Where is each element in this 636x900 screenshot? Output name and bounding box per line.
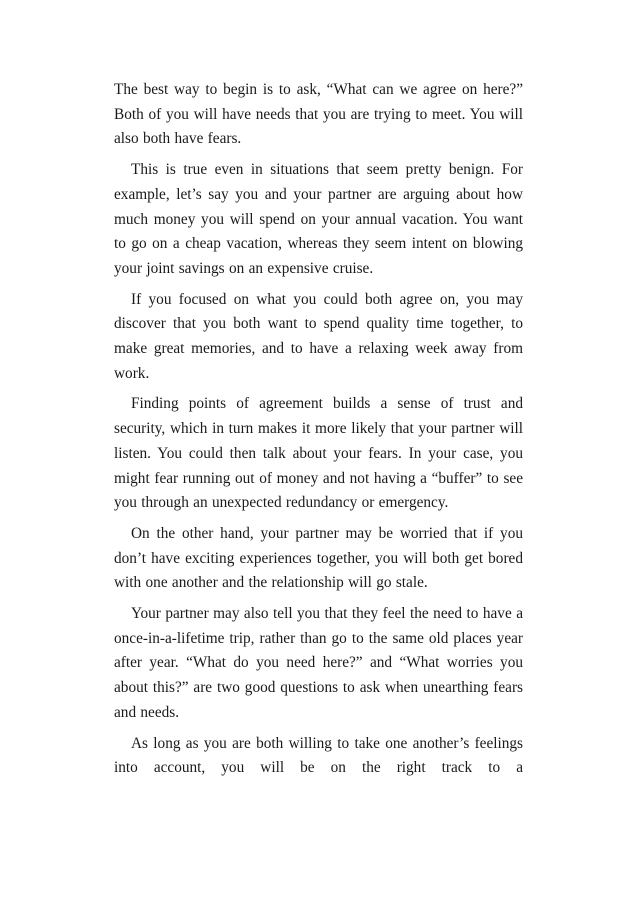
paragraph-5: On the other hand, your partner may be worried that if you don’t have exciting experiences together, you will both get bored with one another and the relationship will go stale. xyxy=(114,524,523,592)
paragraph-2: This is true even in situations that seem pretty benign. For example, let’s say you and your partner are arguing about how much money you will spend on your annual vacation. You want to go on a cheap vacation, whereas they seem intent on blowing your joint savings on an expensive cruise. xyxy=(114,161,523,277)
paragraph-7: As long as you are both willing to take one another’s feelings into account, you will be on the right track to a xyxy=(114,734,523,777)
paragraph-3: If you focused on what you could both agree on, you may discover that you both want to spend quality time together, to make great memories, and to have a relaxing week away from work. xyxy=(114,290,523,382)
paragraph-1: The best way to begin is to ask, “What can we agree on here?” Both of you will have needs that you are trying to meet. You will also both have fears. xyxy=(114,81,523,148)
paragraph-4: Finding points of agreement builds a sense of trust and security, which in turn makes it more likely that your partner will listen. You could then talk about your fears. In your case, you might fear running out of money and not having a “buffer” to see you through an unexpected redundancy or emergency. xyxy=(114,395,523,512)
paragraph-6: Your partner may also tell you that they feel the need to have a once-in-a-lifetime trip, rather than go to the same old places year after year. “What do you need here?” and “What worries you about this?” are two good questions to ask when unearthing fears and needs. xyxy=(114,605,523,721)
